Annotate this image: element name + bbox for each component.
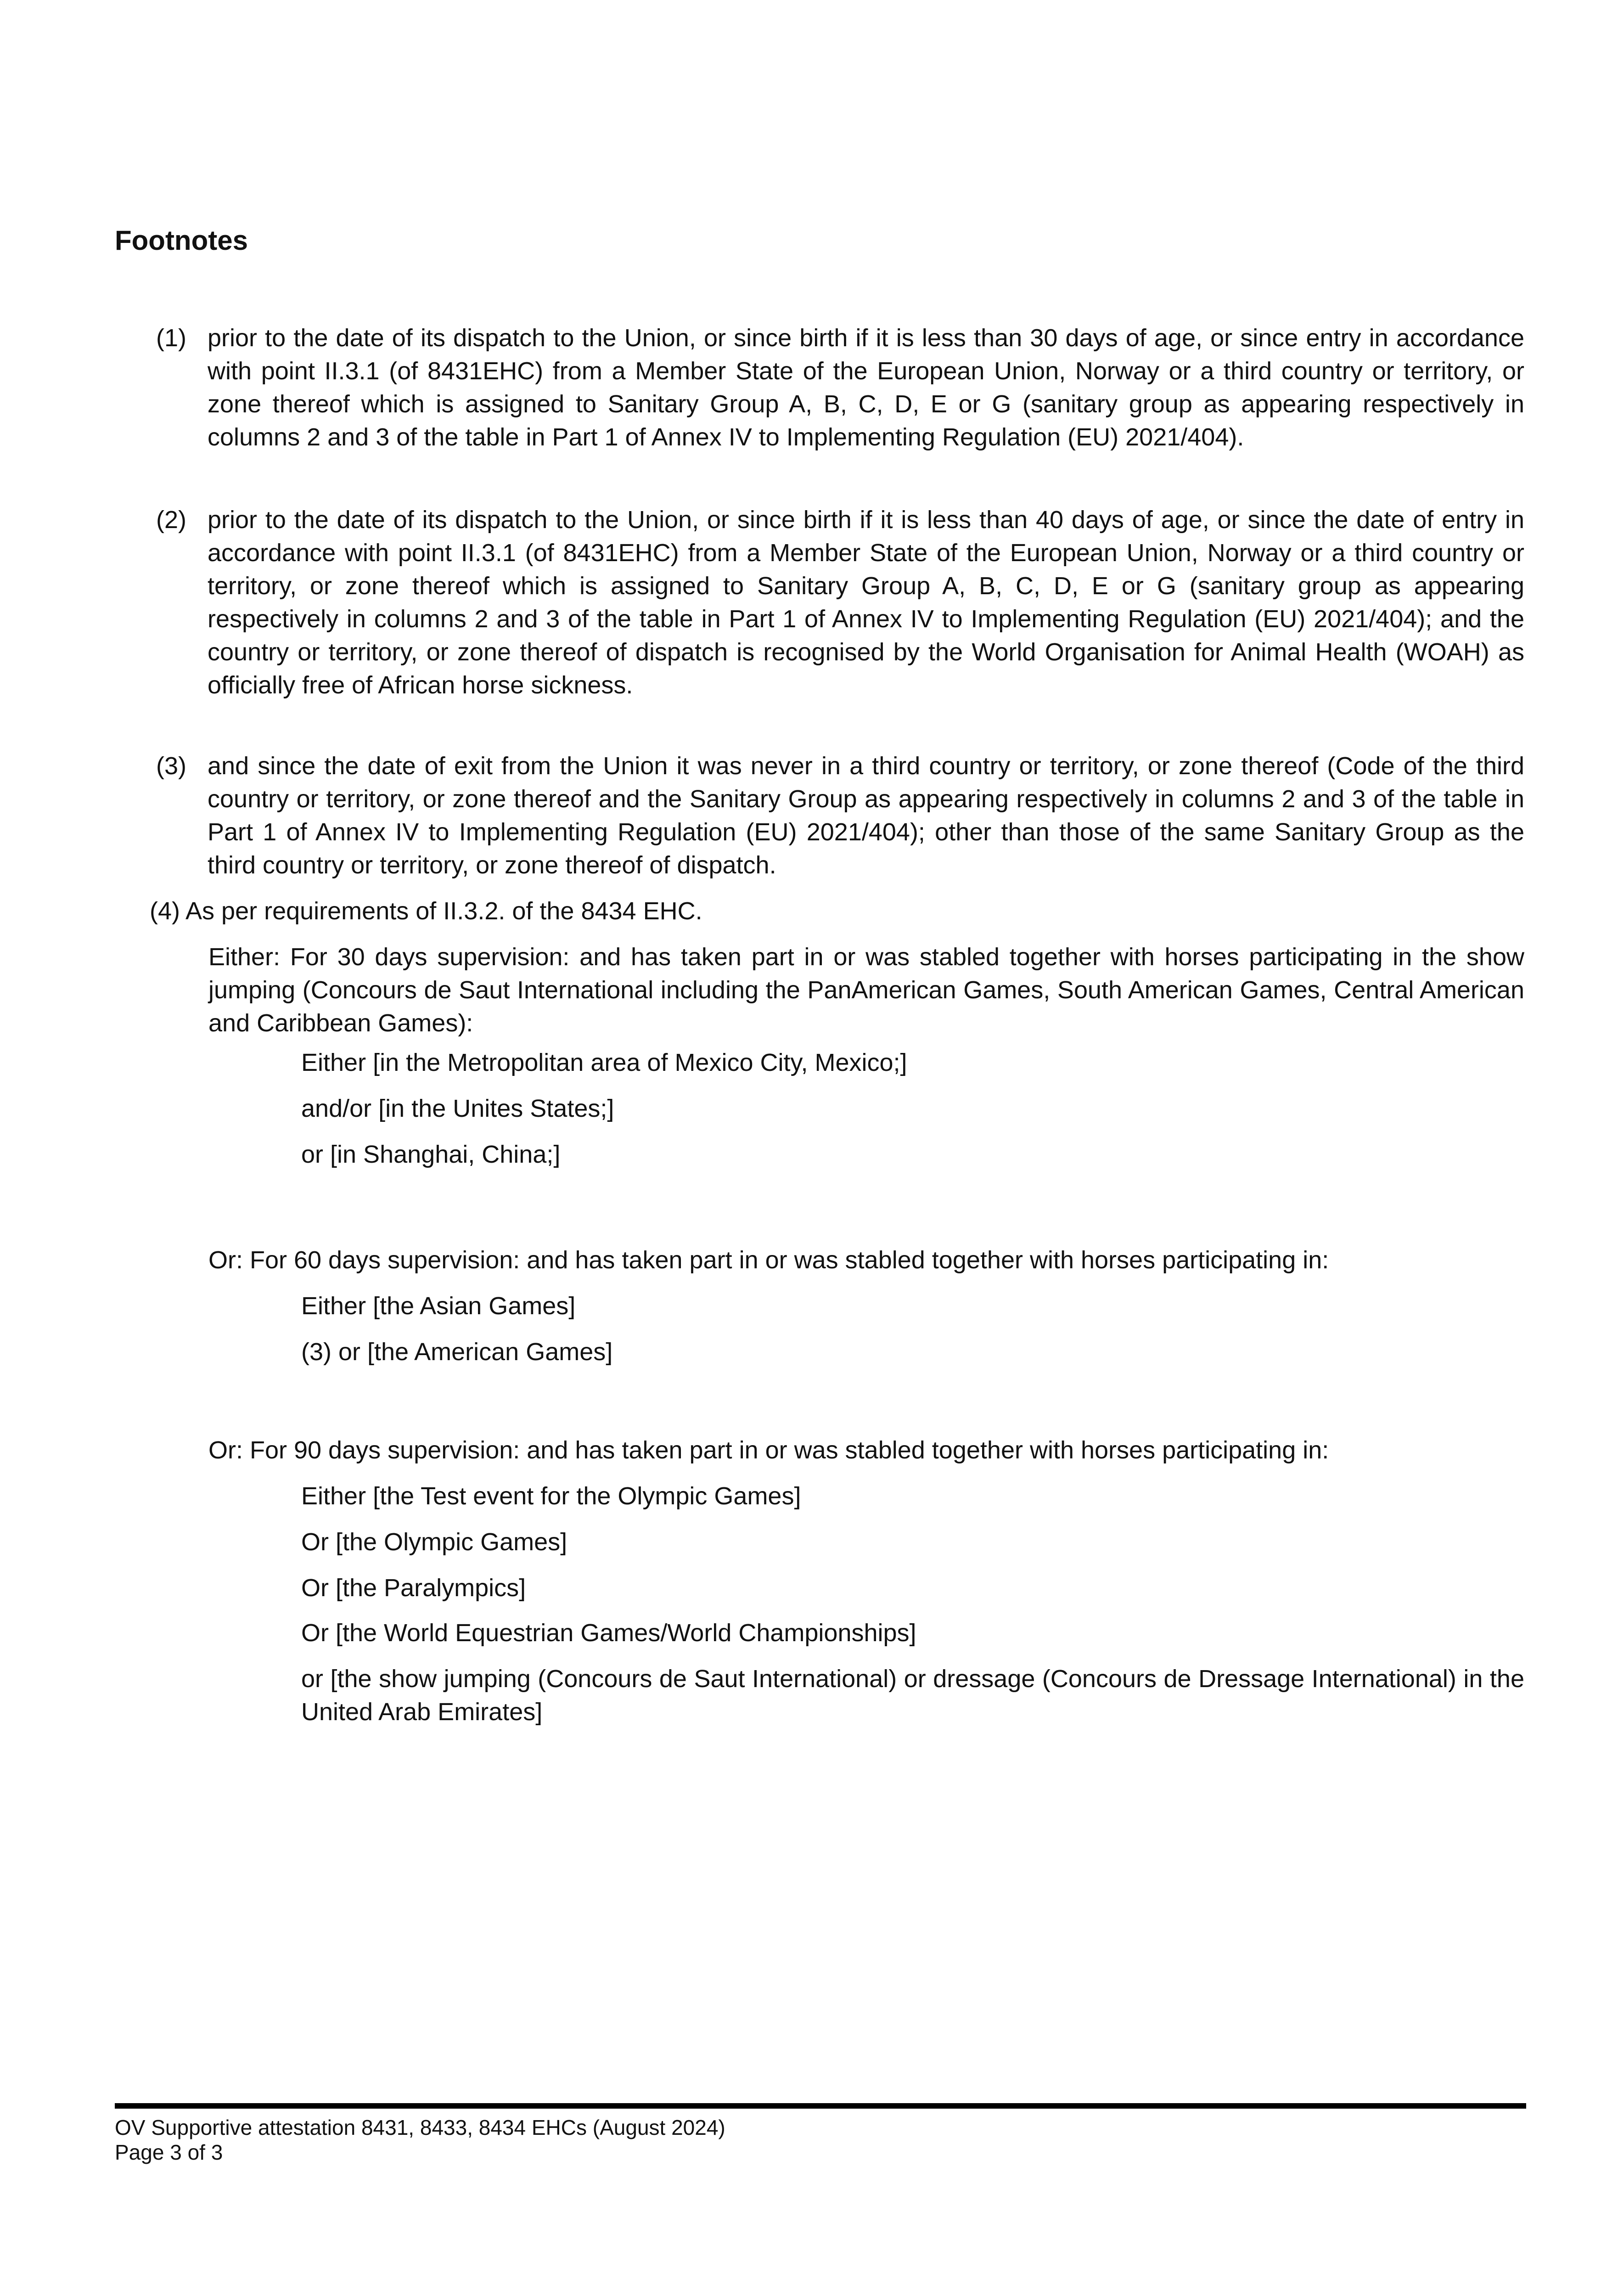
- footer-document-title: OV Supportive attestation 8431, 8433, 8434 EHCs (August 2024): [115, 2116, 725, 2139]
- footnote-4-either-30-days: Either: For 30 days supervision: and has taken part in or was stabled together with horses participating in the show jumping (Concours de Saut International including the PanAmerican Games, South American Games, Central American and Caribbean Games):: [208, 943, 1524, 1037]
- list-item-90-test-event: Either [the Test event for the Olympic Games]: [301, 1482, 801, 1510]
- footnote-1-number: (1): [156, 324, 186, 352]
- footnote-2: [156, 503, 1524, 702]
- footnotes-heading: Footnotes: [115, 225, 248, 256]
- footer-page-number: Page 3 of 3: [115, 2140, 223, 2164]
- list-item-90-paralympics: Or [the Paralympics]: [301, 1574, 526, 1602]
- list-item-30-united-states: and/or [in the Unites States;]: [301, 1095, 614, 1122]
- list-item-60-american-games: (3) or [the American Games]: [301, 1338, 613, 1366]
- footnote-1: [156, 321, 1524, 454]
- footnote-3: [156, 749, 1524, 882]
- page-footer: [115, 2115, 725, 2165]
- footnote-3-number: (3): [156, 752, 186, 780]
- list-item-90-olympic-games: Or [the Olympic Games]: [301, 1528, 567, 1556]
- footnote-1-text: prior to the date of its dispatch to the Union, or since birth if it is less than 30 days of age, or since entry in accordance with point II.3.1 (of 8431EHC) from a Member State of the European Union, Norway or a third country or territory, or zone thereof which is assigned to Sanitary Group A, B, C, D, E or G (sanitary group as appearing respectively in columns 2 and 3 of the table in Part 1 of Annex IV to Implementing Regulation (EU) 2021/404).: [208, 324, 1524, 451]
- footnote-4-or-90-days: Or: For 90 days supervision: and has taken part in or was stabled together with horses participating in:: [208, 1436, 1329, 1464]
- footnote-4-or-60-days: Or: For 60 days supervision: and has taken part in or was stabled together with horses participating in:: [208, 1246, 1329, 1274]
- footnote-2-text: prior to the date of its dispatch to the Union, or since birth if it is less than 40 days of age, or since the date of entry in accordance with point II.3.1 (of 8431EHC) from a Member State of the European Union, Norway or a third country or territory, or zone thereof which is assigned to Sanitary Group A, B, C, D, E or G (sanitary group as appearing respectively in columns 2 and 3 of the table in Part 1 of Annex IV to Implementing Regulation (EU) 2021/404); and the country or territory, or zone thereof of dispatch is recognised by the World Organisation for Animal Health (WOAH) as officially free of African horse sickness.: [208, 506, 1524, 699]
- footer-divider: [115, 2103, 1526, 2109]
- list-item-30-mexico: Either [in the Metropolitan area of Mexico City, Mexico;]: [301, 1049, 907, 1076]
- list-item-30-shanghai: or [in Shanghai, China;]: [301, 1141, 561, 1168]
- list-item-90-uae-show-jumping: or [the show jumping (Concours de Saut International) or dressage (Concours de Dressage International) in the United Arab Emirates]: [301, 1665, 1524, 1726]
- footnote-3-text: and since the date of exit from the Union it was never in a third country or territory, or zone thereof (Code of the third country or territory, or zone thereof and the Sanitary Group as appearing respectively in columns 2 and 3 of the table in Part 1 of Annex IV to Implementing Regulation (EU) 2021/404); other than those of the same Sanitary Group as the third country or territory, or zone thereof of dispatch.: [208, 752, 1524, 879]
- footnote-4-title: (4) As per requirements of II.3.2. of the 8434 EHC.: [150, 897, 702, 925]
- list-item-90-world-equestrian-games: Or [the World Equestrian Games/World Championships]: [301, 1619, 916, 1647]
- footnote-2-number: (2): [156, 506, 186, 534]
- list-item-60-asian-games: Either [the Asian Games]: [301, 1292, 576, 1320]
